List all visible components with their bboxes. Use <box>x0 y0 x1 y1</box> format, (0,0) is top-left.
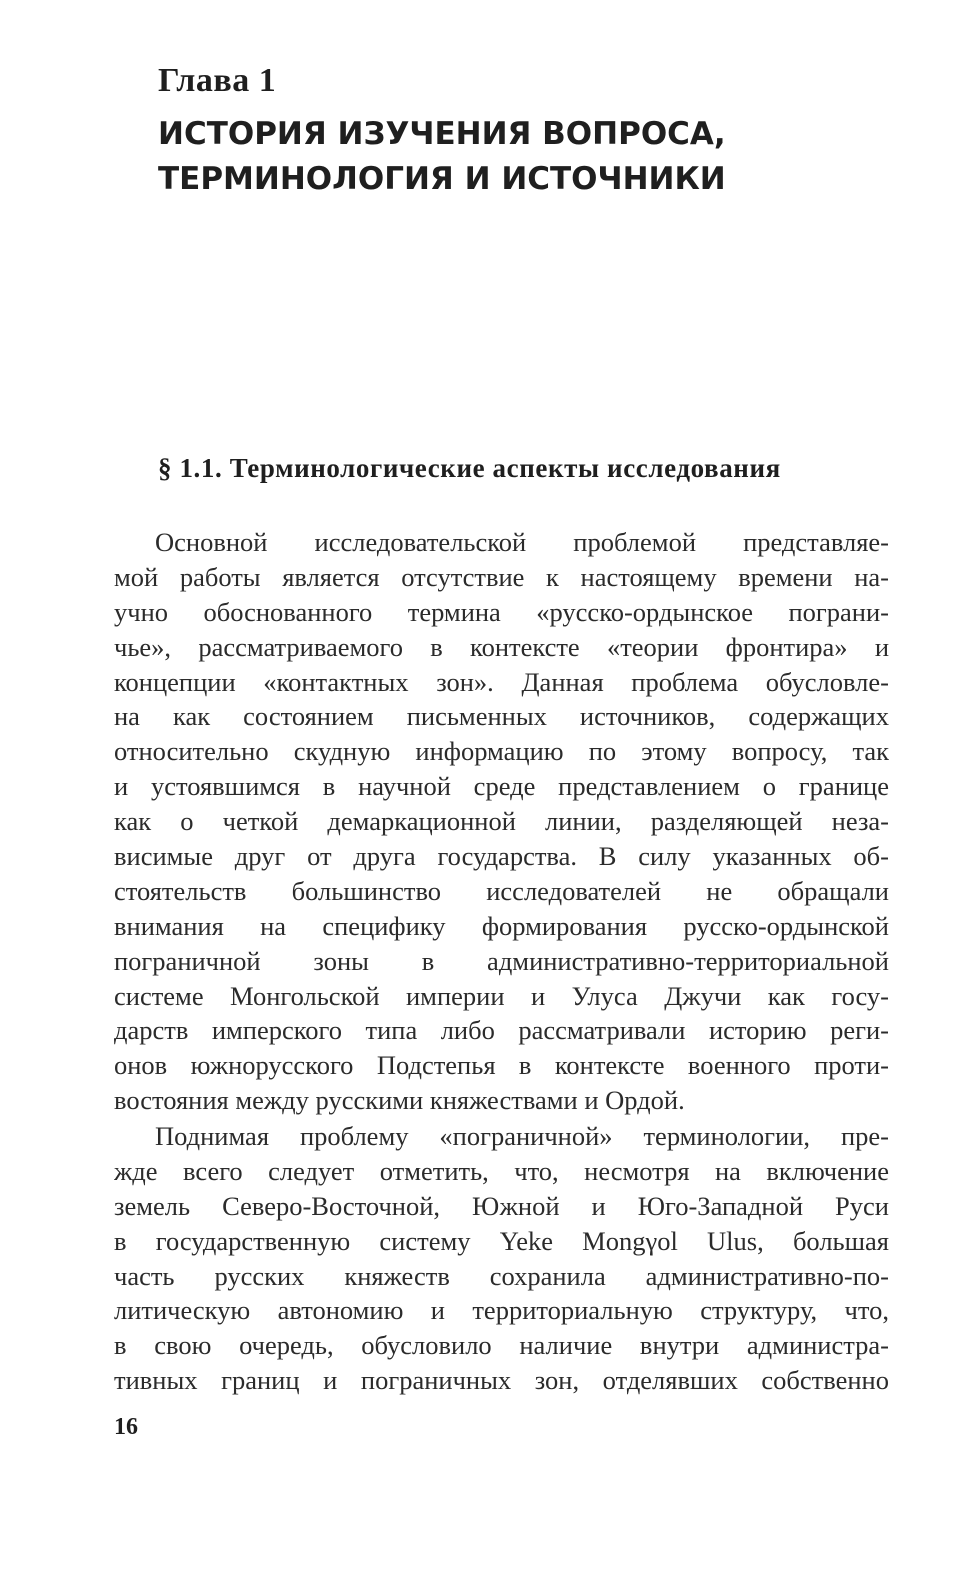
text-line: в государственную систему Yeke Mongγol Ulus, большая <box>114 1225 889 1256</box>
text-line: стоятельств большинство исследователей не обращали <box>114 875 889 906</box>
text-line: чье», рассматриваемого в контексте «теории фронтира» и <box>114 631 889 662</box>
text-line: как о четкой демаркационной линии, разделяющей неза- <box>114 806 889 837</box>
paragraph-1 <box>114 525 889 1118</box>
text-line: мой работы является отсутствие к настоящему времени на- <box>114 561 889 592</box>
text-line: земель Северо-Восточной, Южной и Юго-Западной Руси <box>114 1190 889 1221</box>
text-line: часть русских княжеств сохранила административно-по- <box>114 1260 889 1291</box>
text-line: и устоявшимся в научной среде представлением о границе <box>114 771 889 802</box>
text-line: концепции «контактных зон». Данная проблема обусловле- <box>114 666 889 697</box>
text-line: пограничной зоны в административно-территориальной <box>114 945 889 976</box>
text-line: висимые друг от друга государства. В силу указанных об- <box>114 841 889 872</box>
chapter-title <box>158 112 878 202</box>
chapter-title-line: ИСТОРИЯ ИЗУЧЕНИЯ ВОПРОСА, <box>158 116 726 152</box>
text-line: тивных границ и пограничных зон, отделявших собственно <box>114 1365 889 1396</box>
page-number: 16 <box>114 1414 138 1440</box>
paragraph-2 <box>114 1119 889 1398</box>
text-line: системе Монгольской империи и Улуса Джучи как госу- <box>114 980 889 1011</box>
text-line: литическую автономию и территориальную структуру, что, <box>114 1295 889 1326</box>
section-heading: § 1.1. Терминологические аспекты исследования <box>158 453 781 483</box>
text-line: дарств имперского типа либо рассматривали историю реги- <box>114 1015 889 1046</box>
chapter-title-line: ТЕРМИНОЛОГИЯ И ИСТОЧНИКИ <box>158 161 726 197</box>
text-line: относительно скудную информацию по этому вопросу, так <box>114 736 889 767</box>
text-line: Основной исследовательской проблемой представляе- <box>155 527 889 557</box>
text-line: Поднимая проблему «пограничной» терминологии, пре- <box>155 1121 889 1151</box>
text-line: учно обоснованного термина «русско-ордынское пограни- <box>114 596 889 627</box>
text-line: на как состоянием письменных источников, содержащих <box>114 701 889 732</box>
text-line: внимания на специфику формирования русско-ордынской <box>114 910 889 941</box>
text-line: жде всего следует отметить, что, несмотря на включение <box>114 1155 889 1186</box>
text-line: востояния между русскими княжествами и Ордой. <box>114 1085 685 1116</box>
text-line: в свою очередь, обусловило наличие внутри администра- <box>114 1330 889 1361</box>
text-line: онов южнорусского Подстепья в контексте военного проти- <box>114 1050 889 1081</box>
chapter-label: Глава 1 <box>158 62 277 99</box>
